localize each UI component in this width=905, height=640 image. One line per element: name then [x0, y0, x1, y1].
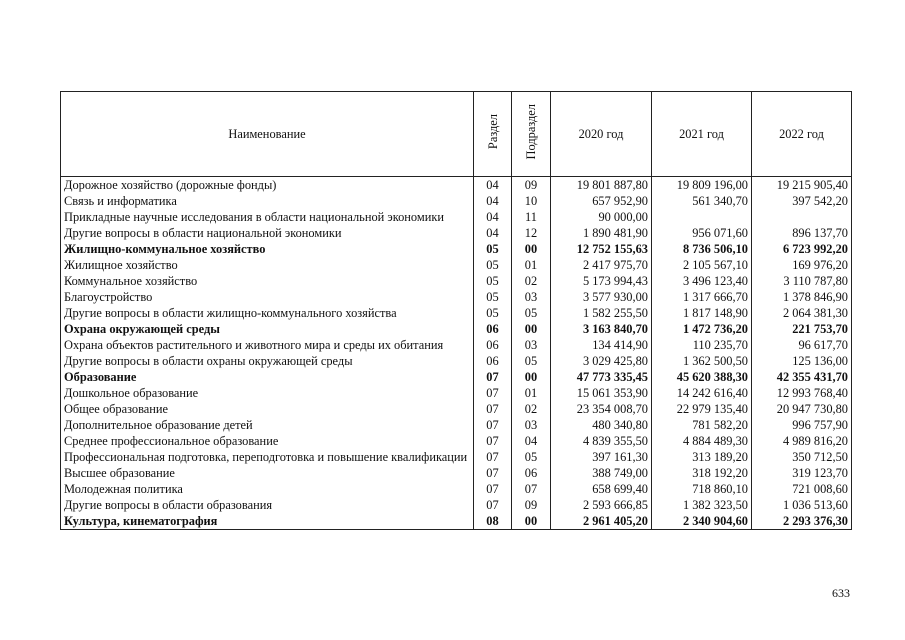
table-row — [61, 449, 852, 465]
cell-section: 05 — [474, 257, 512, 273]
cell-name: Охрана окружающей среды — [61, 321, 474, 337]
cell-name: Дошкольное образование — [61, 385, 474, 401]
cell-2022: 2 293 376,30 — [752, 513, 852, 530]
cell-2022: 1 036 513,60 — [752, 497, 852, 513]
cell-2022: 42 355 431,70 — [752, 369, 852, 385]
table-row — [61, 513, 852, 530]
table-row — [61, 289, 852, 305]
cell-name: Среднее профессиональное образование — [61, 433, 474, 449]
cell-2020: 134 414,90 — [551, 337, 652, 353]
cell-section: 06 — [474, 337, 512, 353]
table-row — [61, 193, 852, 209]
budget-table — [60, 91, 852, 530]
cell-2021: 22 979 135,40 — [652, 401, 752, 417]
table-row — [61, 465, 852, 481]
cell-section: 07 — [474, 449, 512, 465]
cell-name: Жилищное хозяйство — [61, 257, 474, 273]
cell-2020: 2 961 405,20 — [551, 513, 652, 530]
cell-2020: 3 163 840,70 — [551, 321, 652, 337]
cell-2020: 658 699,40 — [551, 481, 652, 497]
cell-2020: 3 577 930,00 — [551, 289, 652, 305]
table-row — [61, 385, 852, 401]
cell-section: 07 — [474, 401, 512, 417]
cell-name: Благоустройство — [61, 289, 474, 305]
cell-section: 07 — [474, 369, 512, 385]
cell-section: 04 — [474, 209, 512, 225]
cell-subsection: 03 — [512, 337, 551, 353]
cell-name: Прикладные научные исследования в области национальной экономики — [61, 209, 474, 225]
header-section — [474, 92, 512, 177]
cell-2020: 1 890 481,90 — [551, 225, 652, 241]
table-row — [61, 433, 852, 449]
table-row — [61, 225, 852, 241]
header-2021: 2021 год — [652, 92, 752, 177]
cell-2020: 4 839 355,50 — [551, 433, 652, 449]
cell-2021: 19 809 196,00 — [652, 177, 752, 194]
cell-2020: 90 000,00 — [551, 209, 652, 225]
cell-2021: 1 817 148,90 — [652, 305, 752, 321]
cell-section: 04 — [474, 177, 512, 194]
header-row — [61, 92, 852, 177]
cell-subsection: 01 — [512, 257, 551, 273]
cell-2021: 1 382 323,50 — [652, 497, 752, 513]
cell-2021: 1 317 666,70 — [652, 289, 752, 305]
table-row — [61, 401, 852, 417]
cell-subsection: 05 — [512, 305, 551, 321]
cell-subsection: 05 — [512, 353, 551, 369]
cell-2022: 397 542,20 — [752, 193, 852, 209]
cell-name: Коммунальное хозяйство — [61, 273, 474, 289]
cell-2020: 3 029 425,80 — [551, 353, 652, 369]
table-row — [61, 209, 852, 225]
cell-name: Другие вопросы в области охраны окружающей среды — [61, 353, 474, 369]
cell-2021: 1 362 500,50 — [652, 353, 752, 369]
cell-2021 — [652, 209, 752, 225]
cell-2021: 4 884 489,30 — [652, 433, 752, 449]
cell-name: Связь и информатика — [61, 193, 474, 209]
cell-subsection: 02 — [512, 401, 551, 417]
cell-2020: 5 173 994,43 — [551, 273, 652, 289]
cell-2022: 96 617,70 — [752, 337, 852, 353]
cell-name: Дополнительное образование детей — [61, 417, 474, 433]
cell-name: Жилищно-коммунальное хозяйство — [61, 241, 474, 257]
cell-name: Другие вопросы в области национальной экономики — [61, 225, 474, 241]
cell-section: 04 — [474, 225, 512, 241]
table-row — [61, 337, 852, 353]
cell-2022: 319 123,70 — [752, 465, 852, 481]
cell-2021: 956 071,60 — [652, 225, 752, 241]
cell-subsection: 00 — [512, 241, 551, 257]
cell-subsection: 00 — [512, 513, 551, 530]
cell-2021: 313 189,20 — [652, 449, 752, 465]
cell-2021: 8 736 506,10 — [652, 241, 752, 257]
cell-subsection: 11 — [512, 209, 551, 225]
cell-2022: 350 712,50 — [752, 449, 852, 465]
cell-subsection: 00 — [512, 321, 551, 337]
cell-2020: 15 061 353,90 — [551, 385, 652, 401]
cell-section: 08 — [474, 513, 512, 530]
table-row — [61, 257, 852, 273]
cell-2021: 45 620 388,30 — [652, 369, 752, 385]
cell-2020: 47 773 335,45 — [551, 369, 652, 385]
page-number: 633 — [832, 586, 850, 600]
cell-section: 07 — [474, 481, 512, 497]
cell-2021: 1 472 736,20 — [652, 321, 752, 337]
cell-2020: 397 161,30 — [551, 449, 652, 465]
cell-subsection: 02 — [512, 273, 551, 289]
cell-subsection: 07 — [512, 481, 551, 497]
cell-2021: 110 235,70 — [652, 337, 752, 353]
table-row — [61, 273, 852, 289]
header-subsection — [512, 92, 551, 177]
cell-subsection: 05 — [512, 449, 551, 465]
cell-section: 04 — [474, 193, 512, 209]
table-row — [61, 177, 852, 194]
cell-section: 07 — [474, 417, 512, 433]
cell-section: 07 — [474, 465, 512, 481]
cell-2020: 2 417 975,70 — [551, 257, 652, 273]
cell-2022 — [752, 209, 852, 225]
cell-name: Охрана объектов растительного и животного мира и среды их обитания — [61, 337, 474, 353]
table-row — [61, 481, 852, 497]
cell-section: 06 — [474, 321, 512, 337]
cell-2022: 1 378 846,90 — [752, 289, 852, 305]
cell-subsection: 01 — [512, 385, 551, 401]
cell-name: Образование — [61, 369, 474, 385]
cell-2020: 19 801 887,80 — [551, 177, 652, 194]
cell-section: 05 — [474, 305, 512, 321]
cell-section: 06 — [474, 353, 512, 369]
cell-name: Другие вопросы в области образования — [61, 497, 474, 513]
cell-subsection: 09 — [512, 177, 551, 194]
cell-subsection: 03 — [512, 417, 551, 433]
table-row — [61, 241, 852, 257]
cell-2021: 718 860,10 — [652, 481, 752, 497]
header-subsection-label: Подраздел — [524, 104, 538, 160]
cell-2021: 14 242 616,40 — [652, 385, 752, 401]
cell-2022: 896 137,70 — [752, 225, 852, 241]
cell-2022: 169 976,20 — [752, 257, 852, 273]
cell-2022: 721 008,60 — [752, 481, 852, 497]
cell-2020: 388 749,00 — [551, 465, 652, 481]
cell-name: Профессиональная подготовка, переподготовка и повышение квалификации — [61, 449, 474, 465]
cell-name: Молодежная политика — [61, 481, 474, 497]
cell-2022: 12 993 768,40 — [752, 385, 852, 401]
cell-name: Другие вопросы в области жилищно-коммунального хозяйства — [61, 305, 474, 321]
cell-subsection: 06 — [512, 465, 551, 481]
cell-section: 07 — [474, 497, 512, 513]
cell-2021: 3 496 123,40 — [652, 273, 752, 289]
cell-section: 05 — [474, 289, 512, 305]
cell-section: 05 — [474, 273, 512, 289]
cell-2022: 6 723 992,20 — [752, 241, 852, 257]
cell-name: Дорожное хозяйство (дорожные фонды) — [61, 177, 474, 194]
cell-2020: 480 340,80 — [551, 417, 652, 433]
cell-2021: 318 192,20 — [652, 465, 752, 481]
table-row — [61, 369, 852, 385]
cell-name: Общее образование — [61, 401, 474, 417]
cell-2022: 3 110 787,80 — [752, 273, 852, 289]
table-row — [61, 305, 852, 321]
cell-2022: 125 136,00 — [752, 353, 852, 369]
cell-2022: 4 989 816,20 — [752, 433, 852, 449]
table-row — [61, 353, 852, 369]
cell-subsection: 12 — [512, 225, 551, 241]
cell-2021: 2 340 904,60 — [652, 513, 752, 530]
cell-2020: 2 593 666,85 — [551, 497, 652, 513]
cell-2021: 561 340,70 — [652, 193, 752, 209]
cell-2020: 23 354 008,70 — [551, 401, 652, 417]
cell-subsection: 09 — [512, 497, 551, 513]
cell-section: 05 — [474, 241, 512, 257]
cell-section: 07 — [474, 433, 512, 449]
header-section-label: Раздел — [485, 114, 500, 150]
cell-2022: 996 757,90 — [752, 417, 852, 433]
cell-name: Высшее образование — [61, 465, 474, 481]
cell-2020: 657 952,90 — [551, 193, 652, 209]
header-2022: 2022 год — [752, 92, 852, 177]
cell-subsection: 10 — [512, 193, 551, 209]
cell-name: Культура, кинематография — [61, 513, 474, 530]
cell-subsection: 03 — [512, 289, 551, 305]
table-row — [61, 417, 852, 433]
cell-subsection: 00 — [512, 369, 551, 385]
cell-2020: 1 582 255,50 — [551, 305, 652, 321]
header-2020: 2020 год — [551, 92, 652, 177]
cell-2021: 2 105 567,10 — [652, 257, 752, 273]
cell-2022: 20 947 730,80 — [752, 401, 852, 417]
cell-2022: 19 215 905,40 — [752, 177, 852, 194]
cell-subsection: 04 — [512, 433, 551, 449]
cell-2020: 12 752 155,63 — [551, 241, 652, 257]
header-name: Наименование — [61, 92, 474, 177]
table-row — [61, 497, 852, 513]
cell-2022: 2 064 381,30 — [752, 305, 852, 321]
cell-section: 07 — [474, 385, 512, 401]
table-row — [61, 321, 852, 337]
cell-2022: 221 753,70 — [752, 321, 852, 337]
cell-2021: 781 582,20 — [652, 417, 752, 433]
